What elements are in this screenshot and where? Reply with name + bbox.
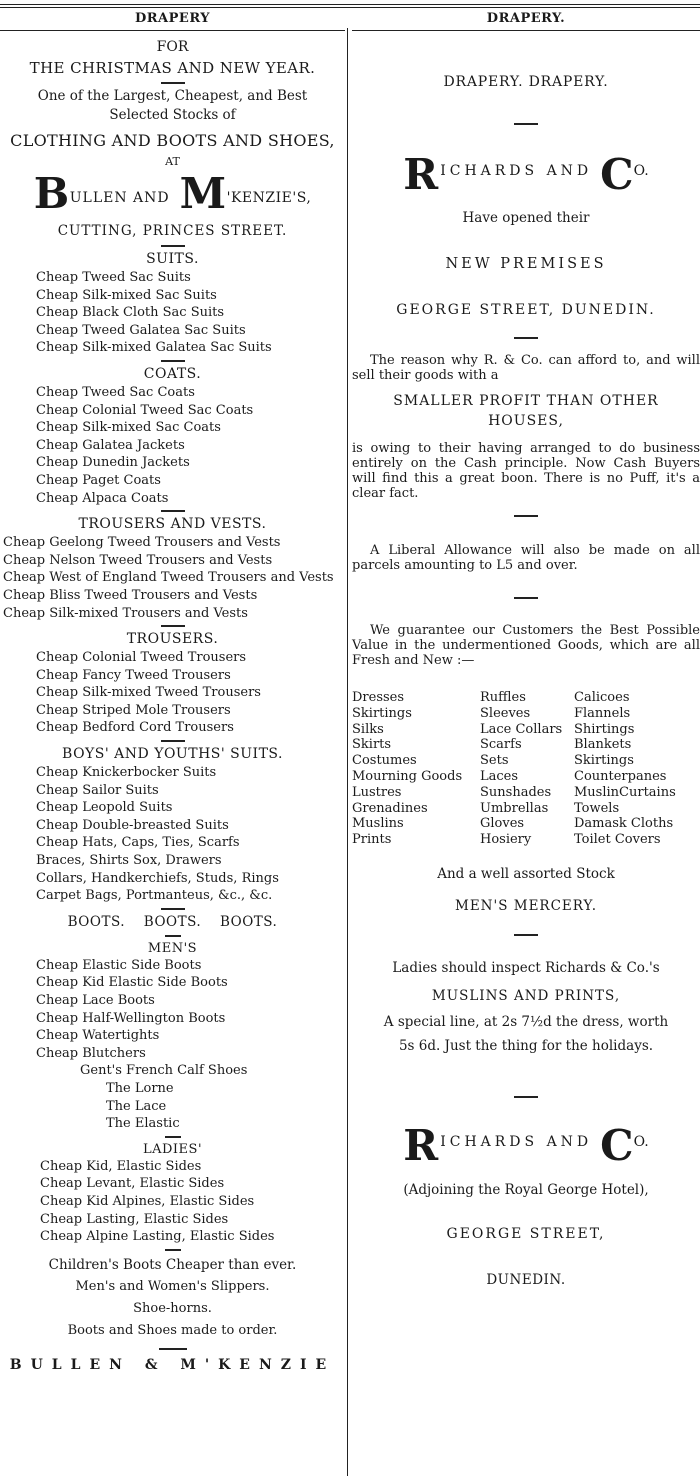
table-cell: Sunshades <box>480 784 552 800</box>
allowance-paragraph: A Liberal Allowance will also be made on all parcels amounting to L5 and over. <box>352 543 700 573</box>
firm-name-part-1: ULLEN AND <box>69 190 170 206</box>
list-item: Cheap Fancy Tweed Trousers <box>36 667 231 683</box>
mens-mercery: MEN'S MERCERY. <box>455 897 597 914</box>
trousers-vests-title: TROUSERS AND VESTS. <box>78 516 267 533</box>
calf-shoes-title: Gent's French Calf Shoes <box>80 1063 248 1079</box>
list-item: Cheap Bedford Cord Trousers <box>36 720 234 736</box>
list-item: Cheap Elastic Side Boots <box>36 957 202 973</box>
intro-at: AT <box>165 155 180 168</box>
header-rule <box>0 30 345 31</box>
firm-address: CUTTING, PRINCES STREET. <box>57 223 288 239</box>
table-cell: Muslins <box>352 816 404 832</box>
list-item: Cheap Silk-mixed Trousers and Vests <box>3 605 248 621</box>
closing-line: Men's and Women's Slippers. <box>75 1278 270 1294</box>
list-item: Collars, Handkerchiefs, Studs, Rings <box>36 870 279 886</box>
divider <box>161 625 185 627</box>
list-item: Cheap Hats, Caps, Ties, Scarfs <box>36 835 240 851</box>
list-item: Cheap Bliss Tweed Trousers and Vests <box>3 587 258 603</box>
table-cell: Sleeves <box>480 705 531 721</box>
top-rule <box>0 4 700 5</box>
list-item: Cheap Leopold Suits <box>36 800 173 816</box>
table-cell: MuslinCurtains <box>574 784 676 800</box>
divider <box>514 337 538 339</box>
list-item: Cheap West of England Tweed Trousers and Vests <box>3 570 334 586</box>
list-item: Cheap Double-breasted Suits <box>36 817 229 833</box>
divider <box>165 1249 181 1251</box>
mens-boots-title: MEN'S <box>147 940 198 956</box>
list-item: Cheap Silk-mixed Sac Coats <box>36 420 221 436</box>
divider <box>165 935 181 937</box>
table-cell: Laces <box>480 768 519 784</box>
header-rule <box>352 30 700 31</box>
divider <box>161 82 185 84</box>
table-cell: Prints <box>352 832 392 848</box>
list-item: Cheap Tweed Sac Suits <box>36 270 191 285</box>
firm-initial-m: M <box>179 169 227 218</box>
table-cell: Mourning Goods <box>352 768 463 784</box>
closing-line: Shoe-horns. <box>133 1300 212 1316</box>
divider <box>514 934 538 936</box>
opened-line: Have opened their <box>462 210 590 226</box>
guarantee-paragraph: We guarantee our Customers the Best Possible Value in the undermentioned Goods, which are all Fresh and New :— <box>352 623 700 668</box>
list-item: Cheap Levant, Elastic Sides <box>40 1176 225 1192</box>
table-cell: Skirtings <box>574 753 634 769</box>
street-address: GEORGE STREET, DUNEDIN. <box>396 302 656 318</box>
street-line: GEORGE STREET, <box>446 1225 606 1242</box>
list-item: Cheap Lace Boots <box>36 993 155 1008</box>
table-cell: Hosiery <box>480 832 532 848</box>
table-cell: Dresses <box>352 690 405 705</box>
list-item: Cheap Tweed Galatea Sac Suits <box>36 322 246 338</box>
firm-initial-c: C <box>600 1120 634 1170</box>
list-item: Carpet Bags, Portmanteus, &c., &c. <box>36 888 273 904</box>
list-item: The Elastic <box>106 1116 180 1132</box>
table-cell: Toilet Covers <box>574 832 661 848</box>
list-item: The Lace <box>106 1098 167 1114</box>
list-item: Braces, Shirts Sox, Drawers <box>36 853 222 869</box>
suits-title: SUITS. <box>146 251 199 267</box>
divider <box>161 908 185 910</box>
firm-initial-r: R <box>403 150 439 199</box>
list-item: Cheap Nelson Tweed Trousers and Vests <box>3 552 273 568</box>
list-item: Cheap Watertights <box>36 1028 160 1044</box>
table-cell: Grenadines <box>352 800 428 816</box>
closing-line: Children's Boots Cheaper than ever. <box>48 1256 297 1273</box>
divider <box>514 123 538 125</box>
intro-desc-2: Selected Stocks of <box>109 107 236 123</box>
list-item: Cheap Alpaca Coats <box>36 490 169 506</box>
table-cell: Shirtings <box>574 721 635 737</box>
table-cell: Skirtings <box>352 705 412 721</box>
list-item: Cheap Silk-mixed Sac Suits <box>36 287 217 303</box>
divider <box>514 597 538 599</box>
firm-name-mid: ICHARDS AND <box>440 1133 593 1150</box>
table-cell: Flannels <box>574 705 631 721</box>
firm-name <box>352 147 700 199</box>
table-cell: Gloves <box>480 816 525 832</box>
divider <box>161 510 185 512</box>
special-line-1: A special line, at 2s 7½d the dress, worth <box>383 1013 669 1030</box>
divider <box>514 515 538 517</box>
table-cell: Silks <box>352 721 384 737</box>
boots-title: BOOTS. BOOTS. BOOTS. <box>67 913 278 930</box>
table-cell: Calicoes <box>574 690 630 705</box>
divider <box>161 245 185 247</box>
list-item: Cheap Kid Elastic Side Boots <box>36 975 228 991</box>
drapery-subheader: DRAPERY. DRAPERY. <box>443 74 609 90</box>
list-item: Cheap Colonial Tweed Sac Coats <box>36 402 254 418</box>
table-cell: Ruffles <box>480 690 526 705</box>
cash-paragraph: is owing to their having arranged to do business entirely on the Cash principle. Now Cash Buyers will find this a great boon. There is no Puff, it's a clear fact. <box>352 441 700 501</box>
intro-for: FOR <box>156 39 189 55</box>
firm-name-end: O. <box>633 1133 649 1150</box>
list-item: Cheap Tweed Sac Coats <box>36 384 195 400</box>
firm-initial-r: R <box>403 1120 439 1170</box>
muslins-prints: MUSLINS AND PRINTS, <box>431 987 621 1004</box>
reason-paragraph: The reason why R. & Co. can afford to, and will sell their goods with a <box>352 353 700 383</box>
list-item: Cheap Black Cloth Sac Suits <box>36 305 225 321</box>
adjoining-line: (Adjoining the Royal George Hotel), <box>403 1181 649 1198</box>
right-column-header: DRAPERY. <box>486 11 566 26</box>
table-cell: Blankets <box>574 737 632 753</box>
list-item: Cheap Kid, Elastic Sides <box>40 1158 202 1174</box>
table-cell: Sets <box>480 753 509 769</box>
column-divider <box>347 28 348 1476</box>
list-item: Cheap Kid Alpines, Elastic Sides <box>40 1193 255 1209</box>
table-cell: Costumes <box>352 753 417 769</box>
list-item: Cheap Silk-mixed Galatea Sac Suits <box>36 340 272 356</box>
table-cell: Counterpanes <box>574 768 667 784</box>
signature: BULLEN & M'KENZIE <box>9 1356 336 1373</box>
list-item: Cheap Alpine Lasting, Elastic Sides <box>40 1229 275 1245</box>
divider <box>161 360 185 362</box>
bullen-mckenzie-advert <box>0 8 345 1376</box>
closing-line: Boots and Shoes made to order. <box>67 1322 278 1338</box>
table-cell: Umbrellas <box>480 800 549 816</box>
firm-initial-b: B <box>33 169 70 218</box>
list-item: Cheap Silk-mixed Tweed Trousers <box>36 685 261 701</box>
divider <box>165 1136 181 1138</box>
list-item: Cheap Galatea Jackets <box>36 437 185 453</box>
trousers-title: TROUSERS. <box>126 631 219 648</box>
list-item: Cheap Dunedin Jackets <box>36 455 190 471</box>
city-line: DUNEDIN. <box>486 1271 566 1288</box>
list-item: The Lorne <box>106 1080 174 1096</box>
new-premises: NEW PREMISES <box>445 256 607 272</box>
firm-name-end: O. <box>633 163 649 179</box>
coats-title: COATS. <box>143 365 202 382</box>
table-cell: Towels <box>574 800 620 816</box>
list-item: Cheap Striped Mole Trousers <box>36 702 231 718</box>
firm-name-part-2: 'KENZIE'S, <box>226 190 312 206</box>
intro-desc-1: One of the Largest, Cheapest, and Best <box>37 88 308 104</box>
firm-name-mid: ICHARDS AND <box>440 163 593 179</box>
list-item: Cheap Geelong Tweed Trousers and Vests <box>3 535 281 551</box>
list-item: Cheap Colonial Tweed Trousers <box>36 650 247 666</box>
list-item: Cheap Lasting, Elastic Sides <box>40 1211 229 1227</box>
table-cell: Skirts <box>352 737 392 753</box>
list-item: Cheap Paget Coats <box>36 472 161 488</box>
divider <box>514 1096 538 1098</box>
table-cell: Lustres <box>352 784 402 800</box>
list-item: Cheap Half-Wellington Boots <box>36 1010 226 1026</box>
divider <box>161 740 185 742</box>
divider <box>159 1348 187 1350</box>
special-line-2: 5s 6d. Just the thing for the holidays. <box>398 1037 654 1054</box>
ladies-boots-title: LADIES' <box>142 1141 203 1157</box>
list-item: Cheap Knickerbocker Suits <box>36 765 217 781</box>
firm-name-repeat <box>352 1118 700 1170</box>
table-cell: Damask Cloths <box>574 816 674 832</box>
intro-goods: CLOTHING AND BOOTS AND SHOES, <box>10 131 335 150</box>
boys-suits-title: BOYS' AND YOUTHS' SUITS. <box>62 746 283 763</box>
ladies-line: Ladies should inspect Richards & Co.'s <box>392 959 660 976</box>
firm-name <box>0 169 345 218</box>
goods-table <box>352 690 700 848</box>
intro-occasion: THE CHRISTMAS AND NEW YEAR. <box>29 59 316 77</box>
firm-initial-c: C <box>600 150 634 199</box>
left-column-header: DRAPERY <box>134 11 211 26</box>
smaller-profit: SMALLER PROFIT THAN OTHER HOUSES, <box>393 393 659 429</box>
table-cell: Scarfs <box>480 737 522 753</box>
table-cell: Lace Collars <box>480 721 563 737</box>
richards-co-advert <box>352 8 700 1290</box>
list-item: Cheap Sailor Suits <box>36 782 159 798</box>
assorted-stock: And a well assorted Stock <box>437 865 615 882</box>
list-item: Cheap Blutchers <box>36 1045 146 1061</box>
